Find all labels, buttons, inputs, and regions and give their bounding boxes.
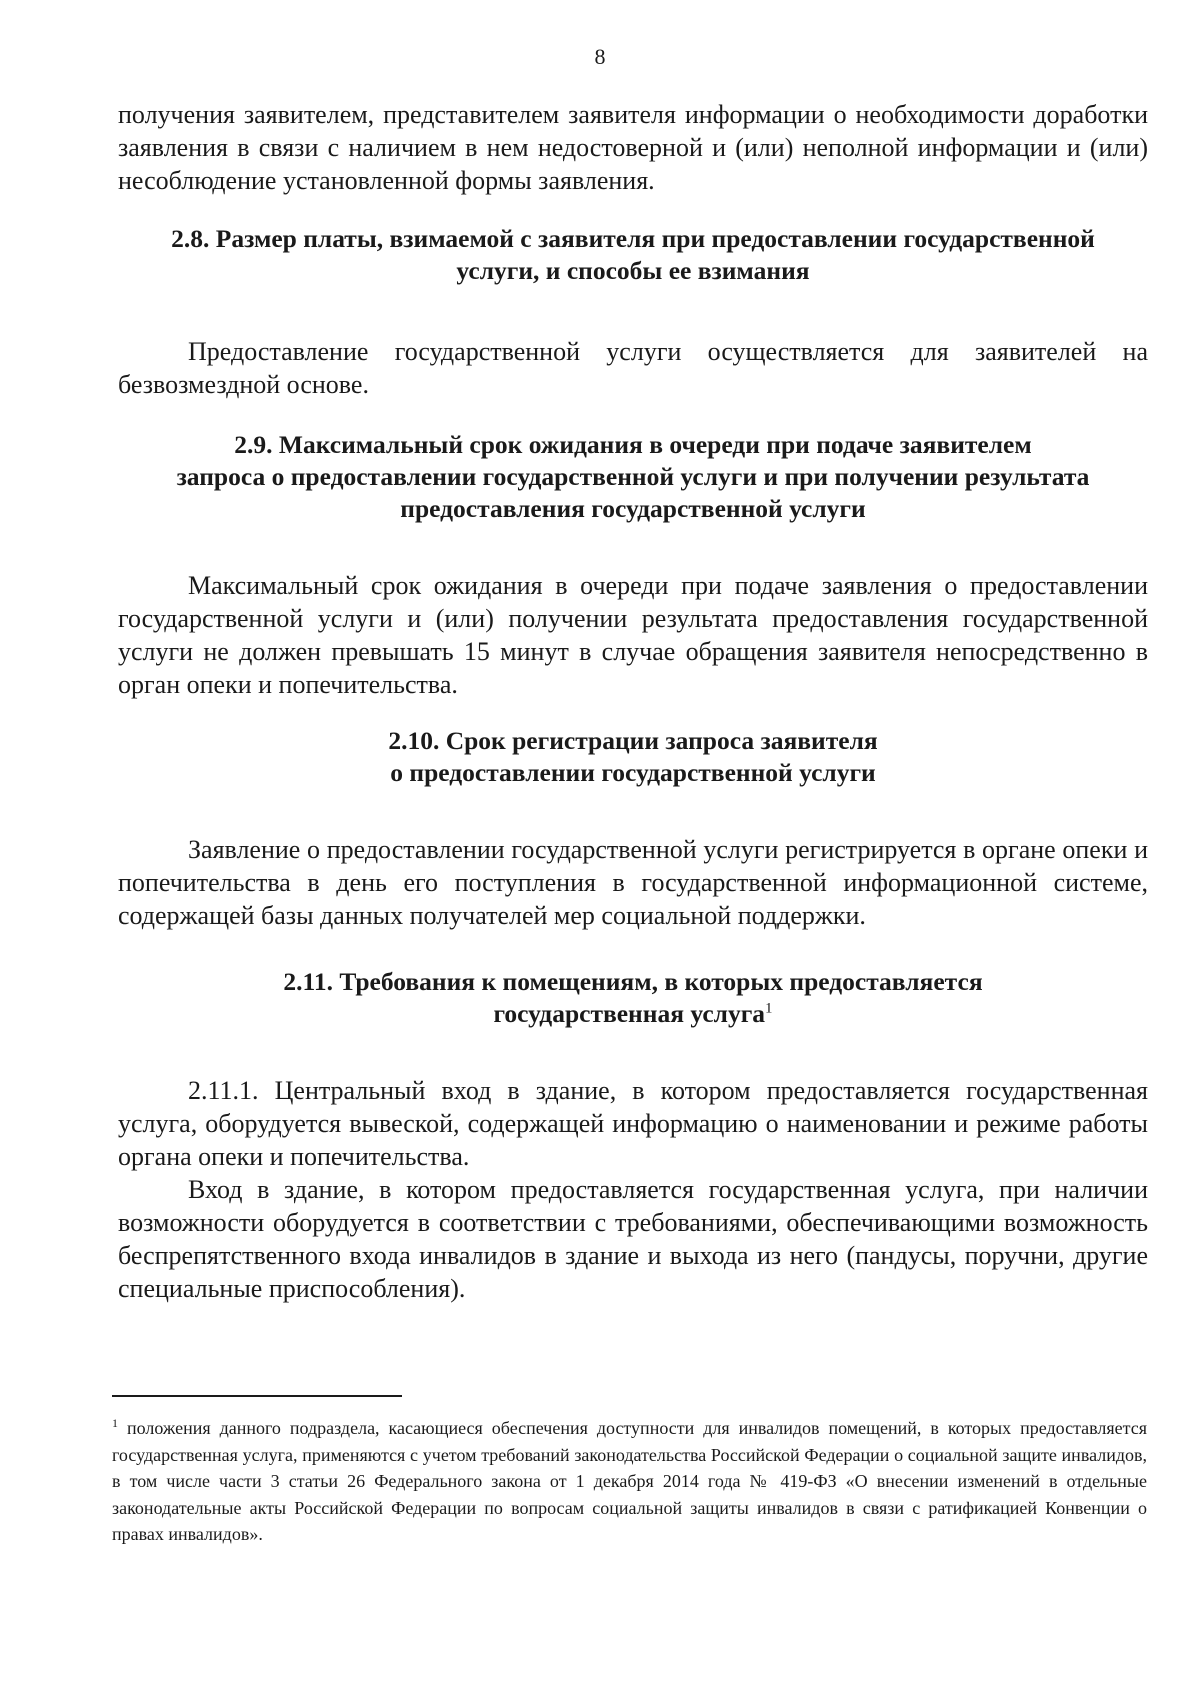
footnote-divider xyxy=(112,1395,402,1397)
section-body: Предоставление государственной услуги осуществляется для заявителей на безвозмездной основе. xyxy=(118,337,1148,399)
heading-line: услуги, и способы ее взимания xyxy=(456,256,810,285)
section-body: Максимальный срок ожидания в очереди при подаче заявления о предоставлении государственной услуги и (или) получении результата предоставления государственной услуги не должен превышать 15 минут в случае обращения заявителя непосредственно в орган опеки и попечительства. xyxy=(118,571,1148,699)
heading-line: 2.10. Срок регистрации запроса заявителя xyxy=(388,726,878,755)
heading-line: 2.8. Размер платы, взимаемой с заявителя при предоставлении государственной xyxy=(171,224,1095,253)
footnote-reference: 1 xyxy=(765,1000,773,1017)
intro-paragraph: получения заявителем, представителем заявителя информации о необходимости доработки заявления в связи с наличием в нем недостоверной и (или) неполной информации и (или) несоблюдение установленной формы заявления. xyxy=(118,100,1148,195)
heading-line: запроса о предоставлении государственной услуги и при получении результата xyxy=(176,462,1090,491)
section-2-9 xyxy=(118,429,1148,701)
heading-line: 2.9. Максимальный срок ожидания в очереди при подаче заявителем xyxy=(234,430,1032,459)
footnote-text: положения данного подраздела, касающиеся обеспечения доступности для инвалидов помещений, в которых предоставляется государственная услуга, применяются с учетом требований законодательства Российской Федерации о социальной защите инвалидов, в том числе части 3 статьи 26 Федерального закона от 1 декабря 2014 года № 419-ФЗ «О внесении изменений в отдельные законодательные акты Российской Федерации по вопросам социальной защиты инвалидов в связи с ратификацией Конвенции о правах инвалидов». xyxy=(112,1418,1148,1544)
section-body: 2.11.1. Центральный вход в здание, в котором предоставляется государственная услуга, оборудуется вывеской, содержащей информацию о наименовании и режиме работы органа опеки и попечительства. xyxy=(118,1076,1148,1171)
heading-line: о предоставлении государственной услуги xyxy=(390,758,876,787)
section-heading xyxy=(118,725,1148,789)
section-2-8 xyxy=(118,223,1148,401)
section-2-10 xyxy=(118,725,1148,932)
page-number: 8 xyxy=(594,44,606,69)
page-content xyxy=(118,98,1148,1305)
section-body: Заявление о предоставлении государственной услуги регистрируется в органе опеки и попечительства в день его поступления в государственной информационной системе, содержащей базы данных получателей мер социальной поддержки. xyxy=(118,835,1148,930)
heading-line: предоставления государственной услуги xyxy=(400,494,866,523)
footnote-mark: 1 xyxy=(112,1416,118,1430)
section-heading xyxy=(118,429,1148,525)
section-body: Вход в здание, в котором предоставляется государственная услуга, при наличии возможности оборудуется в соответствии с требованиями, обеспечивающими возможность беспрепятственного входа инвалидов в здание и выхода из него (пандусы, поручни, другие специальные приспособления). xyxy=(118,1175,1148,1303)
footnote xyxy=(112,1415,1147,1548)
section-heading xyxy=(118,223,1148,287)
heading-line: 2.11. Требования к помещениям, в которых предоставляется xyxy=(283,967,983,996)
section-heading xyxy=(118,966,1148,1030)
section-2-11 xyxy=(118,966,1148,1305)
heading-line: государственная услуга xyxy=(493,999,766,1028)
